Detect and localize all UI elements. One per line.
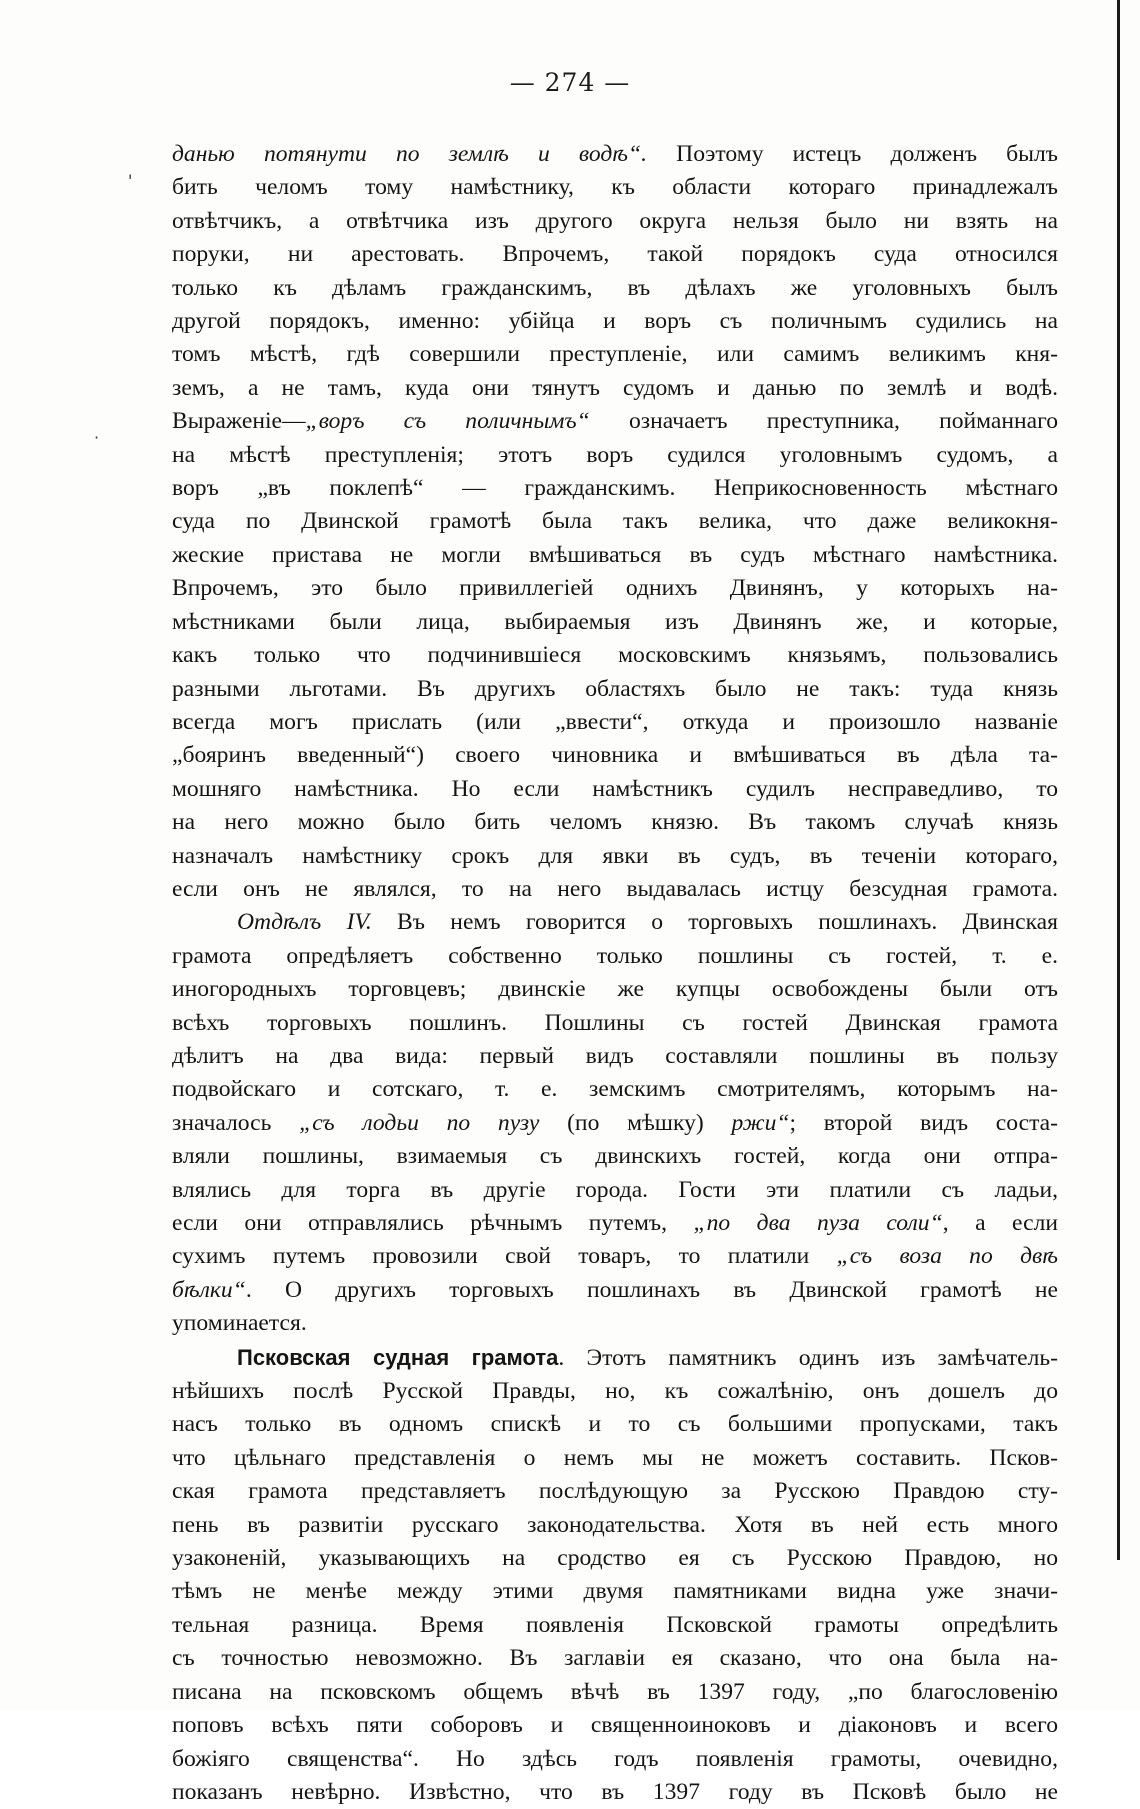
text-segment: . О другихъ торговыхъ пошлинахъ въ Двинской грамотѣ не [245, 1276, 1058, 1303]
text-segment: „бояринъ введенный“) своего чиновника и вмѣшиваться въ дѣла та- [172, 742, 1058, 769]
text-line [172, 338, 1058, 371]
text-segment: подвойскаго и сотскаго, т. е. земскимъ смотрителямъ, которымъ на- [172, 1076, 1058, 1103]
text-line [172, 773, 1058, 806]
text-line [172, 1073, 1058, 1106]
text-segment: жеские пристава не могли вмѣшиваться въ судъ мѣстнаго намѣстника. [172, 541, 1058, 568]
text-segment: грамота опредѣляетъ собственно только пошлины съ гостей, т. е. [172, 942, 1058, 969]
text-line [172, 940, 1058, 973]
text-segment: если они отправлялись рѣчнымъ путемъ, [172, 1210, 694, 1236]
text-line [172, 238, 1058, 271]
text-line [172, 1676, 1058, 1709]
text-line [172, 138, 1058, 171]
text-line [172, 1475, 1058, 1508]
text-segment: упоминается. [172, 1310, 307, 1337]
text-segment: всегда могъ прислать (или „ввести“, откуда и произошло названіе [172, 708, 1058, 735]
text-line [172, 1575, 1058, 1608]
italic-phrase: Отдѣлъ IV. [237, 909, 372, 936]
text-segment: Въ немъ говорится о торговыхъ пошлинахъ. Двинская [371, 909, 1058, 936]
text-segment: Поэтому истецъ долженъ былъ [647, 141, 1058, 167]
text-line [172, 1240, 1058, 1273]
italic-phrase: „воръ съ поличнымъ“ [305, 408, 590, 435]
text-line [172, 840, 1058, 873]
text-segment: другой порядокъ, именно: убійца и воръ съ поличнымъ судились на [172, 308, 1058, 335]
text-line [172, 1140, 1058, 1173]
text-segment: сухимъ путемъ провозили свой товаръ, то платили [172, 1243, 837, 1270]
text-segment: божіяго священства“. Но здѣсь годъ появленія грамоты, очевидно, [172, 1745, 1058, 1772]
text-segment: разными льготами. Въ другихъ областяхъ было не такъ: туда князь [172, 675, 1058, 702]
text-segment: воръ „въ поклепѣ“ — гражданскимъ. Неприкосновенность мѣстнаго [172, 475, 1058, 502]
text-line [172, 1375, 1058, 1408]
margin-mark: · [94, 428, 100, 447]
text-line [172, 873, 1058, 906]
text-line [172, 1776, 1058, 1809]
italic-phrase: „по два пуза соли“ [693, 1210, 943, 1236]
text-segment: насъ только въ одномъ спискѣ и то съ большими пропусками, такъ [172, 1411, 1058, 1438]
text-segment: ; второй видъ соста- [789, 1109, 1059, 1136]
text-segment: только къ дѣламъ гражданскимъ, въ дѣлахъ же уголовныхъ былъ [172, 274, 1058, 301]
text-segment: что цѣльнаго представленія о немъ мы не можетъ составить. Псков- [172, 1444, 1058, 1471]
text-line [172, 1341, 1058, 1375]
text-segment: тельная разница. Время появленія Псковской грамоты опредѣлить [172, 1611, 1058, 1638]
section-heading: Псковская судная грамота [237, 1344, 559, 1370]
text-segment: пень въ развитіи русскаго законодательства. Хотя въ ней есть много [172, 1511, 1058, 1538]
text-line [172, 739, 1058, 772]
text-line [172, 1307, 1058, 1340]
text-line [172, 405, 1058, 438]
text-segment: мошняго намѣстника. Но если намѣстникъ судилъ несправедливо, то [172, 775, 1058, 802]
margin-mark: ' [128, 171, 133, 190]
text-line [172, 372, 1058, 405]
text-segment: бить челомъ тому намѣстнику, къ области котораго принадлежалъ [172, 174, 1058, 201]
text-segment: отвѣтчикъ, а отвѣтчика изъ другого округа нельзя было ни взять на [172, 207, 1058, 234]
text-line [172, 606, 1058, 639]
text-segment: всѣхъ торговыхъ пошлинъ. Пошлины съ гостей Двинская грамота [172, 1009, 1058, 1036]
text-line [172, 539, 1058, 572]
text-segment: значалось [172, 1109, 300, 1136]
text-segment: поруки, ни арестовать. Впрочемъ, такой порядокъ суда относился [172, 241, 1058, 268]
text-segment: писана на псковскомъ общемъ вѣчѣ въ 1397 году, „по благословенію [172, 1678, 1058, 1705]
text-segment: на мѣстѣ преступленія; этотъ воръ судился уголовнымъ судомъ, а [172, 441, 1058, 468]
italic-phrase: бѣлки“ [172, 1276, 246, 1303]
italic-phrase: данью потянути по землѣ и водѣ“. [172, 141, 648, 167]
italic-phrase: ржи“ [731, 1109, 790, 1136]
italic-phrase: „съ лодьи по пузу [299, 1109, 540, 1136]
text-segment: тѣмъ не менѣе между этими двумя памятниками видна уже значи- [172, 1578, 1058, 1605]
text-line [172, 1207, 1058, 1240]
text-segment: ская грамота представляетъ послѣдующую за Русскою Правдою сту- [172, 1478, 1058, 1505]
text-segment: , а если [942, 1210, 1058, 1236]
body-text [172, 138, 1058, 1809]
text-line [172, 1408, 1058, 1441]
page-number: — 274 — [509, 68, 631, 97]
text-line [172, 1542, 1058, 1575]
text-line [172, 1107, 1058, 1140]
text-line [172, 305, 1058, 338]
text-line [172, 706, 1058, 739]
text-segment: иногородныхъ торговцевъ; двинскіе же купцы освобождены были отъ [172, 976, 1058, 1003]
text-segment: узаконеній, указывающихъ на сродство ея съ Русскою Правдою, но [172, 1545, 1058, 1572]
text-segment: нѣйшихъ послѣ Русской Правды, но, къ сожалѣнію, онъ дошелъ до [172, 1378, 1058, 1405]
text-line [172, 1609, 1058, 1642]
text-line [172, 906, 1058, 939]
text-segment: назначалъ намѣстнику срокъ для явки въ судъ, въ теченіи котораго, [172, 842, 1058, 869]
text-segment: поповъ всѣхъ пяти соборовъ и священноиноковъ и діаконовъ и всего [172, 1712, 1058, 1739]
text-line [172, 806, 1058, 839]
text-line [172, 1743, 1058, 1776]
text-segment: суда по Двинской грамотѣ была такъ велика, что даже великокня- [172, 508, 1058, 535]
text-segment: на него можно было бить челомъ князю. Въ такомъ случаѣ князь [172, 809, 1058, 836]
text-segment: вляли пошлины, взимаемыя съ двинскихъ гостей, когда они отпра- [172, 1143, 1058, 1170]
text-segment: влялись для торга въ другіе города. Гости эти платили съ ладьи, [172, 1176, 1058, 1203]
text-segment: показанъ невѣрно. Извѣстно, что въ 1397 году въ Псковѣ было не [172, 1778, 1058, 1805]
text-segment: мѣстниками были лица, выбираемыя изъ Двинянъ же, и которые, [172, 608, 1058, 635]
text-segment: . Этотъ памятникъ одинъ изъ замѣчатель- [558, 1344, 1058, 1371]
text-line [172, 472, 1058, 505]
text-segment: земъ, а не тамъ, куда они тянутъ судомъ и данью по землѣ и водѣ. [172, 374, 1058, 401]
text-line [172, 505, 1058, 538]
text-line [172, 973, 1058, 1006]
text-segment: (по мѣшку) [539, 1109, 732, 1136]
text-line [172, 673, 1058, 706]
text-line [172, 1174, 1058, 1207]
text-line [172, 1709, 1058, 1742]
text-line [172, 1642, 1058, 1675]
scan-border-line [1117, 0, 1120, 1560]
text-segment: Впрочемъ, это было привиллегіей однихъ Двинянъ, у которыхъ на- [172, 575, 1058, 602]
text-segment: означаетъ преступника, пойманнаго [589, 408, 1058, 435]
text-line [172, 272, 1058, 305]
text-segment: Выраженіе— [172, 408, 306, 435]
text-line [172, 1007, 1058, 1040]
italic-phrase: „съ воза по двѣ [836, 1243, 1058, 1270]
text-line [172, 171, 1058, 204]
text-line [172, 1274, 1058, 1307]
text-segment: съ точностью невозможно. Въ заглавіи ея сказано, что она была на- [172, 1645, 1058, 1672]
text-segment: если онъ не являлся, то на него выдавалась истцу безсудная грамота. [172, 875, 1058, 902]
text-segment: дѣлитъ на два вида: первый видъ составляли пошлины въ пользу [172, 1042, 1058, 1069]
text-line [172, 1442, 1058, 1475]
text-line [172, 1040, 1058, 1073]
text-segment: томъ мѣстѣ, гдѣ совершили преступленіе, или самимъ великимъ кня- [172, 341, 1058, 368]
text-line [172, 572, 1058, 605]
text-line [172, 1509, 1058, 1542]
text-segment: какъ только что подчинившіеся московскимъ князьямъ, пользовались [172, 642, 1058, 669]
text-line [172, 205, 1058, 238]
text-line [172, 639, 1058, 672]
text-line [172, 439, 1058, 472]
